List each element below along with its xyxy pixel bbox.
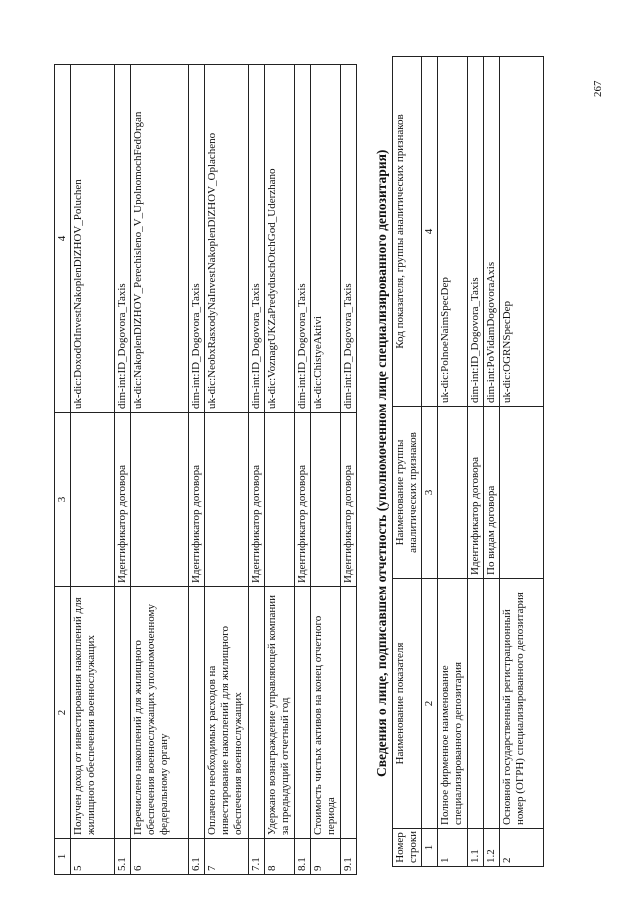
group-name: По видам договора xyxy=(484,407,500,579)
column-number-row xyxy=(422,57,438,867)
page-number: 267 xyxy=(592,80,604,97)
indicator-name xyxy=(468,579,484,829)
header-cell: Наименование показателя xyxy=(393,579,422,829)
indicator-code: dim-int:ID_Dogovora_Taxis xyxy=(189,65,205,413)
indicator-name: Оплачено необходимых расходов на инвестирование накоплений для жилищного обеспечения военнослужащих xyxy=(205,587,249,839)
indicator-code: uk-dic:VoznagrUKZaPredyduschOtchGod_Uderzhano xyxy=(265,65,295,413)
indicator-name: Стоимость чистых активов на конец отчетного периода xyxy=(311,587,341,839)
table-row xyxy=(438,57,468,867)
group-name xyxy=(71,413,115,587)
indicator-code: uk-dic:NeobxRasxodyNaInvestNakoplenDlZHOV_Oplacheno xyxy=(205,65,249,413)
group-name xyxy=(311,413,341,587)
indicator-name: Удержано вознаграждение управляющей компании за предыдущий отчетный год xyxy=(265,587,295,839)
indicator-code: dim-int:ID_Dogovora_Taxis xyxy=(115,65,131,413)
column-number: 2 xyxy=(422,579,438,829)
indicator-name xyxy=(341,587,357,839)
group-name: Идентификатор договора xyxy=(249,413,265,587)
row-number: 2 xyxy=(500,829,544,867)
indicators-table xyxy=(54,64,357,875)
indicator-code: dim-int:ID_Dogovora_Taxis xyxy=(295,65,311,413)
table-header-row xyxy=(393,57,422,867)
header-cell: 2 xyxy=(55,587,71,839)
row-number: 5 xyxy=(71,839,115,875)
table-row xyxy=(265,65,295,875)
table-row xyxy=(249,65,265,875)
table-row xyxy=(341,65,357,875)
table-row xyxy=(205,65,249,875)
group-name xyxy=(500,407,544,579)
table-row xyxy=(311,65,341,875)
row-number: 9 xyxy=(311,839,341,875)
row-number: 7.1 xyxy=(249,839,265,875)
table-row xyxy=(115,65,131,875)
group-name: Идентификатор договора xyxy=(295,413,311,587)
signatory-table xyxy=(392,56,544,867)
table-row xyxy=(71,65,115,875)
header-cell: 4 xyxy=(55,65,71,413)
indicator-name xyxy=(295,587,311,839)
table-row xyxy=(500,57,544,867)
indicator-name: Основной государственный регистрационный номер (ОГРН) специализированного депозитария xyxy=(500,579,544,829)
row-number: 7 xyxy=(205,839,249,875)
group-name: Идентификатор договора xyxy=(468,407,484,579)
row-number: 1.1 xyxy=(468,829,484,867)
indicator-name xyxy=(115,587,131,839)
indicator-name xyxy=(189,587,205,839)
header-cell: Номер строки xyxy=(393,829,422,867)
group-name xyxy=(265,413,295,587)
group-name: Идентификатор договора xyxy=(115,413,131,587)
table-row xyxy=(468,57,484,867)
row-number: 6.1 xyxy=(189,839,205,875)
indicator-code: dim-int:ID_Dogovora_Taxis xyxy=(249,65,265,413)
header-cell: Код показателя, группы аналитических признаков xyxy=(393,57,422,407)
column-number: 3 xyxy=(422,407,438,579)
indicator-code: uk-dic:ChistyeAktivi xyxy=(311,65,341,413)
table-row xyxy=(484,57,500,867)
indicator-name: Полное фирменное наименование специализированного депозитария xyxy=(438,579,468,829)
indicator-code: dim-int:PoVidamDogovoraAxis xyxy=(484,57,500,407)
row-number: 6 xyxy=(131,839,189,875)
row-number: 8.1 xyxy=(295,839,311,875)
indicator-code: dim-int:ID_Dogovora_Taxis xyxy=(468,57,484,407)
group-name: Идентификатор договора xyxy=(341,413,357,587)
indicator-code: uk-dic:DoxodOtInvestNakoplenDlZHOV_Poluchen xyxy=(71,65,115,413)
table-row xyxy=(189,65,205,875)
indicator-code: dim-int:ID_Dogovora_Taxis xyxy=(341,65,357,413)
indicator-code: uk-dic:OGRNSpecDep xyxy=(500,57,544,407)
table-row xyxy=(131,65,189,875)
group-name: Идентификатор договора xyxy=(189,413,205,587)
indicator-code: uk-dic:NakoplenDlZHOV_Perechisleno_V_UpolnomochFedOrgan xyxy=(131,65,189,413)
row-number: 9.1 xyxy=(341,839,357,875)
row-number: 1.2 xyxy=(484,829,500,867)
table-header-row xyxy=(55,65,71,875)
row-number: 1 xyxy=(438,829,468,867)
group-name xyxy=(131,413,189,587)
column-number: 4 xyxy=(422,57,438,407)
section-heading: Сведения о лице, подписавшем отчетность (уполномоченном лице специализированного депозитария) xyxy=(374,149,389,777)
header-cell: 1 xyxy=(55,839,71,875)
indicator-name: Перечислено накоплений для жилищного обеспечения военнослужащих уполномоченному федеральному органу xyxy=(131,587,189,839)
header-cell: Наименование группы аналитических признаков xyxy=(393,407,422,579)
row-number: 8 xyxy=(265,839,295,875)
group-name xyxy=(438,407,468,579)
header-cell: 3 xyxy=(55,413,71,587)
column-number: 1 xyxy=(422,829,438,867)
row-number: 5.1 xyxy=(115,839,131,875)
indicator-name: Получен доход от инвестирования накоплений для жилищного обеспечения военнослужащих xyxy=(71,587,115,839)
indicator-name xyxy=(249,587,265,839)
table-row xyxy=(295,65,311,875)
group-name xyxy=(205,413,249,587)
indicator-name xyxy=(484,579,500,829)
indicator-code: uk-dic:PolnoeNaimSpecDep xyxy=(438,57,468,407)
